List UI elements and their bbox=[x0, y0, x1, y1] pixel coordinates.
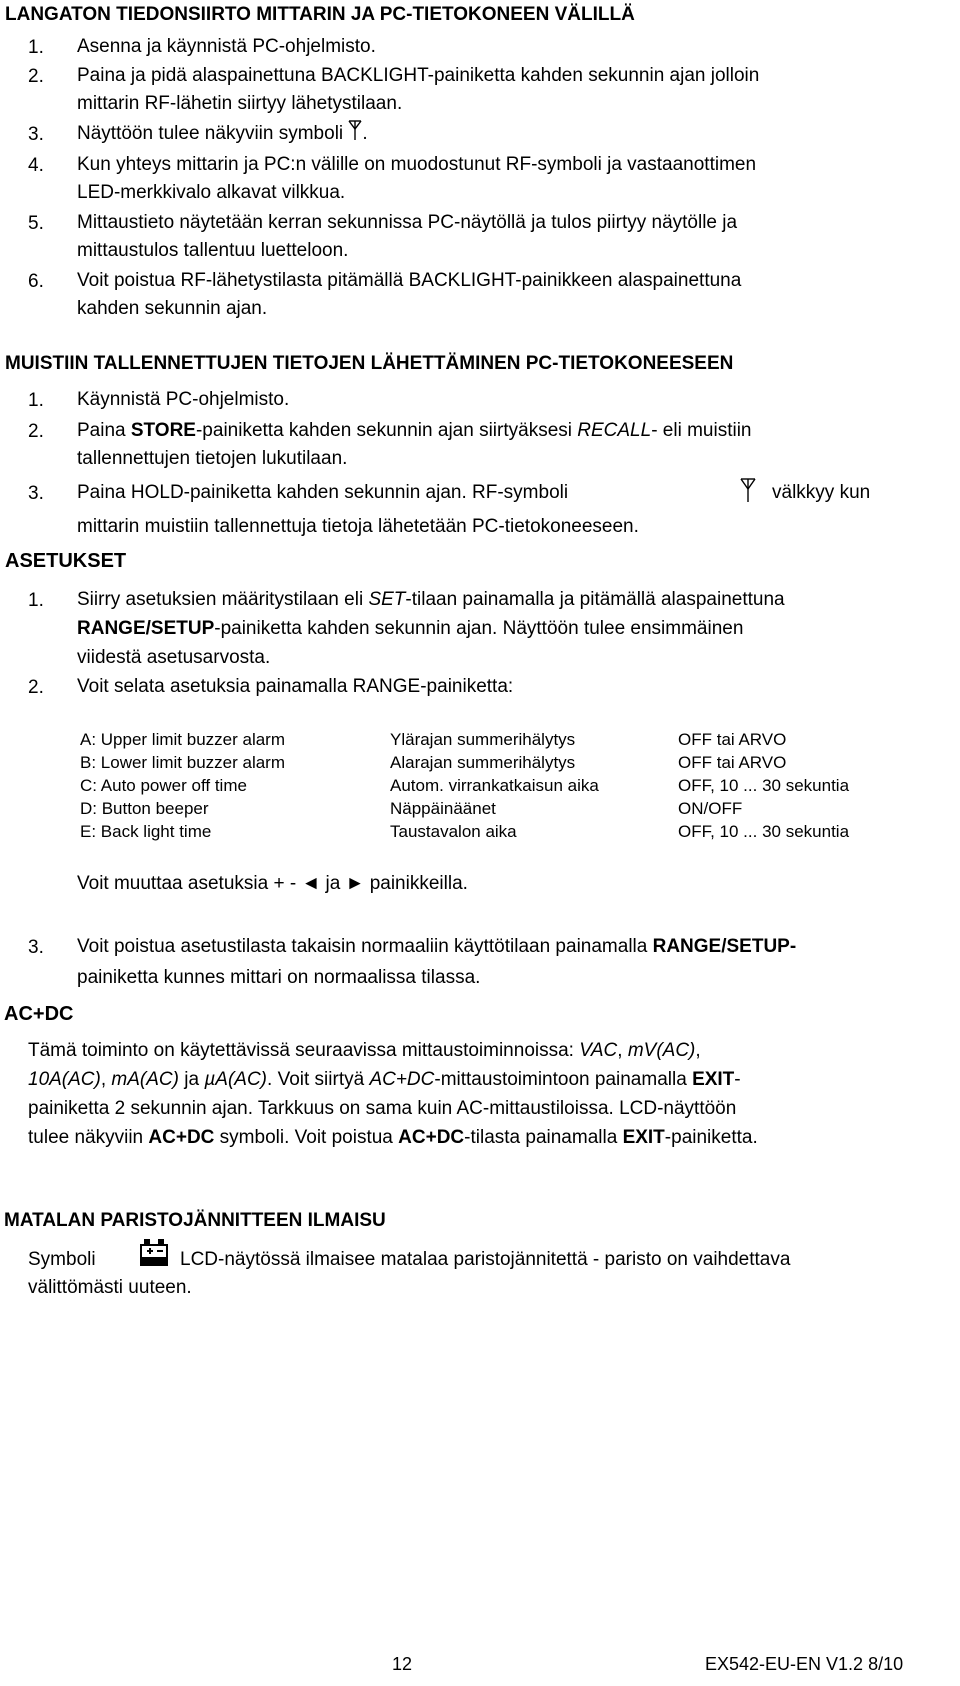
step-number: 6. bbox=[28, 271, 44, 292]
paragraph-line bbox=[28, 1065, 741, 1094]
text-part: , bbox=[100, 1069, 112, 1090]
step-text bbox=[77, 614, 743, 643]
store-button-name: STORE bbox=[130, 420, 196, 441]
step-text: Paina ja pidä alaspainettuna BACKLIGHT-painiketta kahden sekunnin ajan jolloin bbox=[77, 65, 760, 86]
text-part: -painiketta. bbox=[664, 1127, 758, 1148]
rf-antenna-icon bbox=[740, 477, 756, 503]
step-text: Käynnistä PC-ohjelmisto. bbox=[77, 389, 290, 410]
low-battery-icon bbox=[138, 1236, 172, 1268]
range-setup-button-name: RANGE/SETUP- bbox=[652, 936, 797, 957]
table-cell: Näppäinäänet bbox=[390, 799, 496, 818]
mode-name: mV(AC) bbox=[627, 1040, 696, 1061]
step-number: 3. bbox=[28, 483, 44, 504]
section-title: MATALAN PARISTOJÄNNITTEEN ILMAISU bbox=[4, 1210, 386, 1231]
page-number: 12 bbox=[392, 1654, 413, 1674]
exit-button-name: EXIT bbox=[622, 1127, 665, 1148]
range-setup-button-name: RANGE/SETUP bbox=[77, 618, 215, 639]
table-cell: OFF, 10 ... 30 sekuntia bbox=[678, 776, 850, 795]
step-text-part: Näyttöön tulee näkyviin symboli bbox=[77, 123, 344, 144]
mode-name: µA(AC) bbox=[204, 1069, 268, 1090]
table-cell: Alarajan summerihälytys bbox=[390, 753, 576, 772]
table-cell: A: Upper limit buzzer alarm bbox=[80, 730, 286, 749]
text-part: -painiketta kahden sekunnin ajan. Näyttöön tulee ensimmäinen bbox=[214, 618, 744, 639]
text-part: Paina bbox=[77, 420, 131, 441]
battery-description: LCD-näytössä ilmaisee matalaa paristojännitettä - paristo on vaihdettava bbox=[180, 1249, 791, 1270]
step-text: kahden sekunnin ajan. bbox=[77, 298, 268, 319]
step-number: 1. bbox=[28, 37, 44, 58]
step-number: 1. bbox=[28, 590, 44, 611]
step-number: 5. bbox=[28, 213, 44, 234]
step-text: Asenna ja käynnistä PC-ohjelmisto. bbox=[77, 36, 376, 57]
mode-name: VAC bbox=[579, 1040, 618, 1061]
table-cell: OFF, 10 ... 30 sekuntia bbox=[678, 822, 850, 841]
mode-name: mA(AC) bbox=[111, 1069, 179, 1090]
arrows-note bbox=[77, 869, 468, 898]
ac-dc-symbol-name: AC+DC bbox=[148, 1127, 215, 1148]
text-part: ja bbox=[178, 1069, 205, 1090]
text-part: -mittaustoimintoon painamalla bbox=[434, 1069, 693, 1090]
section-title: ASETUKSET bbox=[5, 550, 127, 572]
text-part: , bbox=[695, 1040, 701, 1061]
step-number: 3. bbox=[28, 937, 44, 958]
step-number: 2. bbox=[28, 421, 44, 442]
step-text: mittarin RF-lähetin siirtyy lähetystilaan. bbox=[77, 93, 403, 114]
step-text: mittarin muistiin tallennettuja tietoja lähetetään PC-tietokoneeseen. bbox=[77, 516, 639, 537]
step-text bbox=[77, 416, 752, 445]
ac-dc-mode-name: AC+DC bbox=[398, 1127, 465, 1148]
step-text: Mittaustieto näytetään kerran sekunnissa PC-näytöllä ja tulos piirtyy näytölle ja bbox=[77, 212, 738, 233]
step-text: painiketta kunnes mittari on normaalissa tilassa. bbox=[77, 967, 481, 988]
step-number: 2. bbox=[28, 677, 44, 698]
step-text bbox=[77, 932, 796, 961]
document-id: EX542-EU-EN V1.2 8/10 bbox=[705, 1654, 904, 1674]
text-part: painikkeilla. bbox=[364, 873, 468, 894]
text-part: ja bbox=[320, 873, 346, 894]
text-part: Tämä toiminto on käytettävissä seuraavissa mittaustoiminnoissa: bbox=[28, 1040, 580, 1061]
table-cell: OFF tai ARVO bbox=[678, 730, 787, 749]
step-text: välkkyy kun bbox=[772, 482, 871, 503]
step-text bbox=[77, 585, 785, 614]
step-text: LED-merkkivalo alkavat vilkkua. bbox=[77, 182, 346, 203]
table-cell: Autom. virrankatkaisun aika bbox=[390, 776, 599, 795]
step-number: 2. bbox=[28, 66, 44, 87]
step-text: tallennettujen tietojen lukutilaan. bbox=[77, 448, 348, 469]
text-part: -painiketta kahden sekunnin ajan siirtyäksesi bbox=[195, 420, 578, 441]
mode-name: AC+DC bbox=[369, 1069, 435, 1090]
step-number: 3. bbox=[28, 124, 44, 145]
paragraph-line bbox=[28, 1123, 758, 1152]
step-text-part: . bbox=[362, 123, 368, 144]
left-arrow-icon: ◄ bbox=[301, 873, 321, 894]
table-cell: E: Back light time bbox=[80, 822, 212, 841]
table-cell: OFF tai ARVO bbox=[678, 753, 787, 772]
step-text: Voit poistua RF-lähetystilasta pitämällä BACKLIGHT-painikkeen alaspainettuna bbox=[77, 270, 742, 291]
text-part: . Voit siirtyä bbox=[267, 1069, 370, 1090]
step-number: 4. bbox=[28, 155, 44, 176]
table-cell: Ylärajan summerihälytys bbox=[390, 730, 576, 749]
text-part: Voit muuttaa asetuksia + - bbox=[77, 873, 302, 894]
section-title: AC+DC bbox=[4, 1003, 74, 1025]
text-part: -tilaan painamalla ja pitämällä alaspainettuna bbox=[405, 589, 785, 610]
table-cell: D: Button beeper bbox=[80, 799, 209, 818]
step-text: mittaustulos tallentuu luetteloon. bbox=[77, 240, 349, 261]
text-part: - eli muistiin bbox=[651, 420, 752, 441]
text-part: -tilasta painamalla bbox=[464, 1127, 623, 1148]
text-part: tulee näkyviin bbox=[28, 1127, 149, 1148]
section-title: LANGATON TIEDONSIIRTO MITTARIN JA PC-TIETOKONEEN VÄLILLÄ bbox=[5, 4, 635, 25]
table-cell: C: Auto power off time bbox=[80, 776, 247, 795]
text-part: - bbox=[734, 1069, 741, 1090]
table-cell: Taustavalon aika bbox=[390, 822, 517, 841]
mode-name: 10A(AC) bbox=[28, 1069, 101, 1090]
text-part: Siirry asetuksien määritystilaan eli bbox=[77, 589, 369, 610]
text-part: symboli. Voit poistua bbox=[214, 1127, 399, 1148]
exit-button-name: EXIT bbox=[692, 1069, 735, 1090]
right-arrow-icon: ► bbox=[345, 873, 365, 894]
battery-description: välittömästi uuteen. bbox=[28, 1277, 192, 1298]
battery-symbol-label: Symboli bbox=[28, 1249, 96, 1270]
paragraph-line: painiketta 2 sekunnin ajan. Tarkkuus on sama kuin AC-mittaustiloissa. LCD-näyttöön bbox=[28, 1098, 737, 1119]
step-number: 1. bbox=[28, 390, 44, 411]
recall-mode-name: RECALL bbox=[577, 420, 652, 441]
step-text bbox=[77, 119, 368, 148]
rf-antenna-icon bbox=[348, 119, 362, 141]
table-cell: B: Lower limit buzzer alarm bbox=[80, 753, 286, 772]
step-text: viidestä asetusarvosta. bbox=[77, 647, 271, 668]
step-text: Paina HOLD-painiketta kahden sekunnin ajan. RF-symboli bbox=[77, 482, 569, 503]
text-part: Voit poistua asetustilasta takaisin normaaliin käyttötilaan painamalla bbox=[77, 936, 653, 957]
section-title: MUISTIIN TALLENNETTUJEN TIETOJEN LÄHETTÄMINEN PC-TIETOKONEESEEN bbox=[5, 353, 734, 374]
step-text: Kun yhteys mittarin ja PC:n välille on muodostunut RF-symboli ja vastaanottimen bbox=[77, 154, 757, 175]
text-part: , bbox=[617, 1040, 628, 1061]
table-cell: ON/OFF bbox=[678, 799, 743, 818]
set-mode-name: SET bbox=[368, 589, 406, 610]
paragraph-line bbox=[28, 1036, 701, 1065]
step-text: Voit selata asetuksia painamalla RANGE-painiketta: bbox=[77, 676, 514, 697]
